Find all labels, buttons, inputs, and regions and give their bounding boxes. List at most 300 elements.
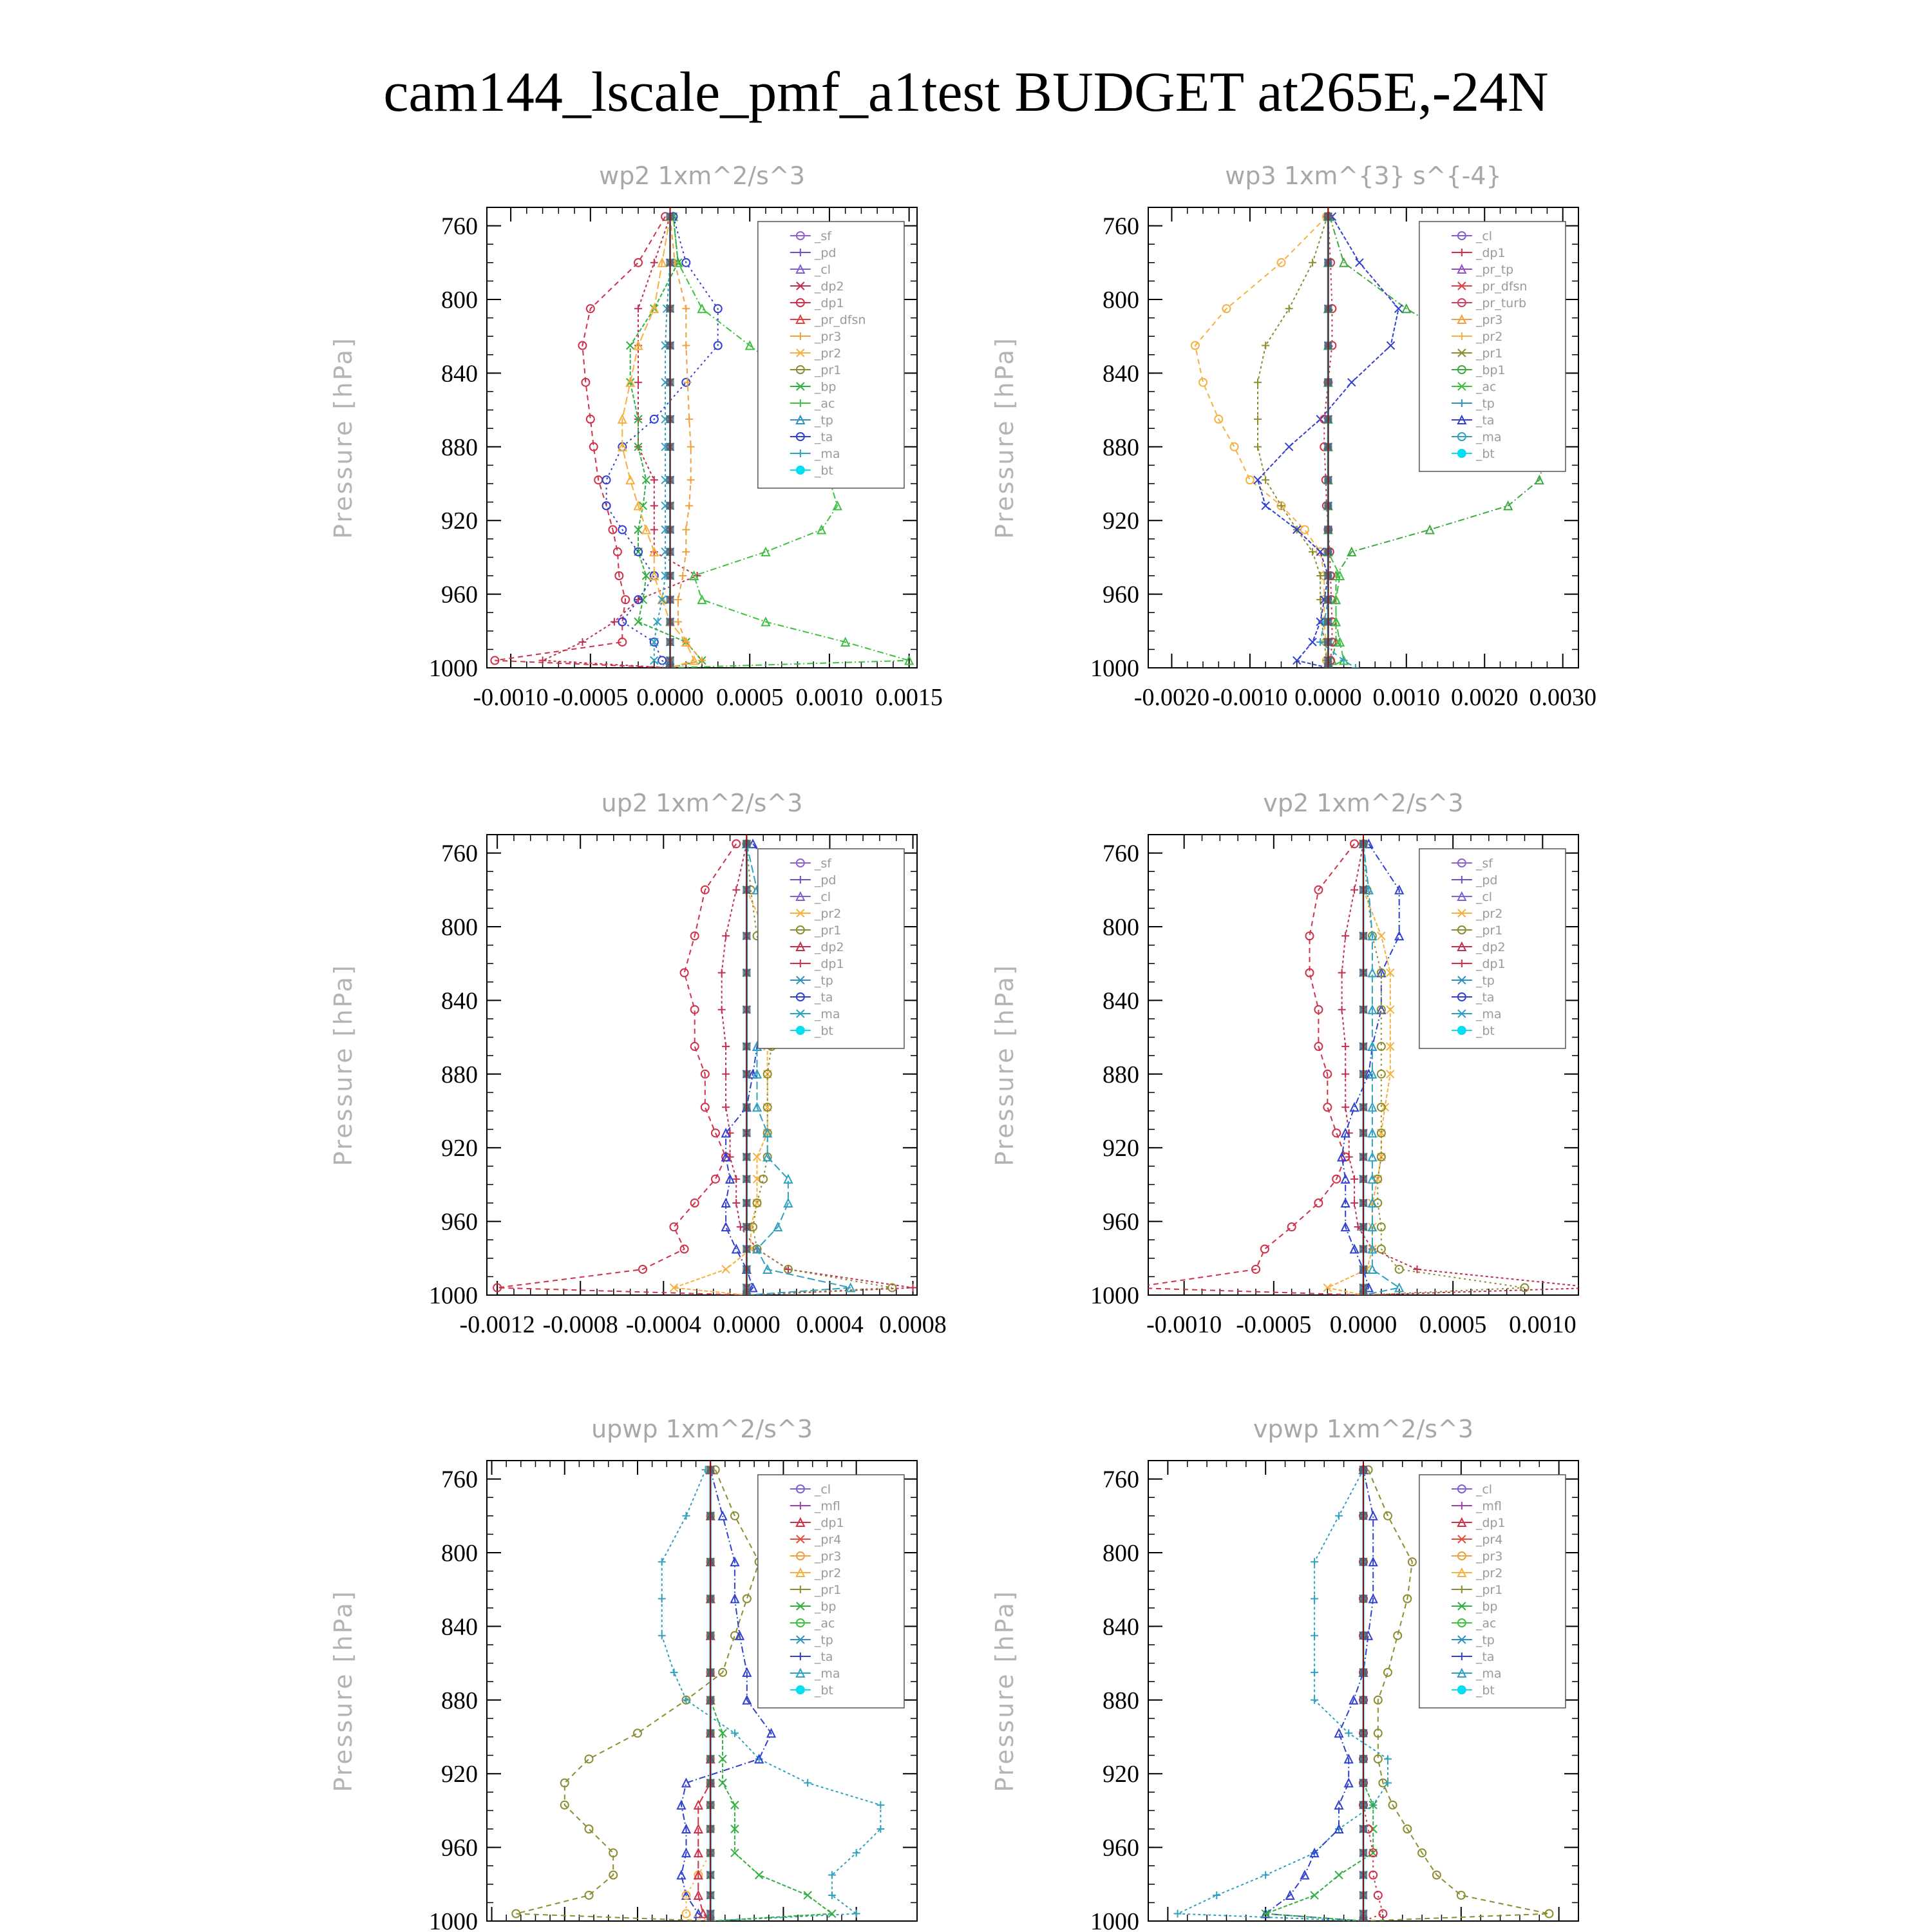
series-line_dp1 xyxy=(1130,844,1363,1295)
y-tick-label: 960 xyxy=(1103,1208,1139,1236)
data-point xyxy=(1356,259,1363,267)
y-tick-label: 880 xyxy=(441,1687,478,1714)
data-point xyxy=(1309,548,1316,556)
data-point xyxy=(1350,1175,1358,1183)
data-point xyxy=(682,342,690,350)
data-point xyxy=(1384,1755,1392,1763)
y-tick-label: 960 xyxy=(1103,1834,1139,1862)
data-point xyxy=(1316,596,1324,603)
data-point xyxy=(722,932,730,940)
data-point xyxy=(1309,638,1316,646)
series-line_pr2 xyxy=(1195,216,1328,668)
y-tick-label: 800 xyxy=(441,914,478,941)
legend-label: _cl xyxy=(814,1482,831,1497)
legend-label: _pr3 xyxy=(814,1549,842,1564)
data-point xyxy=(682,526,690,534)
data-point xyxy=(1378,932,1385,940)
series-line_dp1 xyxy=(497,844,746,1295)
y-tick-label: 880 xyxy=(1103,1687,1139,1714)
data-point xyxy=(674,596,682,603)
data-point xyxy=(1314,1199,1322,1207)
legend-label: _pr2 xyxy=(1475,1566,1503,1580)
x-tick-label: 0.0000 xyxy=(1329,1311,1397,1338)
y-tick-label: 800 xyxy=(1103,287,1139,314)
legend xyxy=(1419,849,1566,1048)
legend-label: _pr1 xyxy=(814,1583,842,1597)
data-point xyxy=(585,1755,593,1763)
data-point xyxy=(627,342,634,350)
data-point xyxy=(1323,1103,1331,1111)
panel-title: up2 1xm^2/s^3 xyxy=(601,789,803,817)
data-point xyxy=(1262,476,1269,484)
data-point xyxy=(1335,1729,1343,1737)
y-tick-label: 960 xyxy=(441,581,478,609)
x-tick-label: -0.0010 xyxy=(1212,684,1288,711)
data-point xyxy=(1213,1891,1220,1899)
legend-label: _ta xyxy=(814,1650,833,1664)
x-tick-label: 0.0030 xyxy=(1529,684,1596,711)
x-tick-label: -0.0010 xyxy=(473,684,549,711)
data-point xyxy=(722,1043,730,1050)
legend-label: _dp2 xyxy=(1475,940,1506,954)
data-point xyxy=(1341,1103,1349,1111)
data-point xyxy=(1335,1871,1343,1879)
data-point xyxy=(1311,1632,1318,1640)
legend-label: _cl xyxy=(1475,229,1493,243)
data-point xyxy=(1348,379,1356,386)
legend-label: _ma xyxy=(1475,1667,1502,1681)
legend-label: _mfl xyxy=(1475,1499,1502,1513)
series-line_ta xyxy=(1265,1470,1373,1921)
data-point xyxy=(634,259,642,267)
data-point xyxy=(1352,664,1359,672)
y-tick-label: 840 xyxy=(441,360,478,388)
x-tick-label: 0.0000 xyxy=(713,1311,781,1338)
legend-label: _pr_dfsn xyxy=(1475,279,1528,294)
legend-label: _pr1 xyxy=(1475,1583,1503,1597)
data-point xyxy=(1396,932,1403,940)
legend-label: _ma xyxy=(814,447,840,461)
legend-label: _cl xyxy=(1475,1482,1493,1497)
legend-label: _dp1 xyxy=(814,957,844,971)
legend-label: _pr2 xyxy=(814,346,842,361)
data-point xyxy=(1288,1223,1296,1231)
legend-marker xyxy=(796,1026,805,1035)
data-point xyxy=(634,305,642,312)
y-tick-label: 880 xyxy=(441,433,478,461)
data-point xyxy=(762,548,770,556)
y-tick-label: 1000 xyxy=(1090,655,1139,682)
legend-label: _ma xyxy=(1475,1007,1502,1021)
legend-marker xyxy=(796,1685,805,1694)
data-point xyxy=(1384,1669,1392,1676)
data-point xyxy=(1254,443,1262,451)
x-tick-label: 0.0010 xyxy=(1509,1311,1577,1338)
legend-label: _sf xyxy=(814,229,831,243)
data-point xyxy=(1262,502,1269,509)
data-point xyxy=(682,1512,690,1520)
data-point xyxy=(627,476,634,484)
data-point xyxy=(634,1729,641,1737)
legend-label: _ma xyxy=(814,1007,840,1021)
data-point xyxy=(719,1779,726,1787)
legend-label: _pr_turb xyxy=(1475,296,1527,310)
legend-label: _pr1 xyxy=(814,923,842,938)
chart-panel xyxy=(329,162,943,711)
data-point xyxy=(682,1910,690,1918)
data-point xyxy=(679,572,687,580)
series-line_pr1 xyxy=(516,1470,759,1921)
data-point xyxy=(691,1043,699,1050)
legend-marker xyxy=(1457,1685,1466,1694)
y-tick-label: 920 xyxy=(1103,1135,1139,1162)
data-point xyxy=(658,1595,666,1603)
x-tick-label: -0.0020 xyxy=(1133,684,1210,711)
panel-title: wp3 1xm^{3} s^{-4} xyxy=(1225,162,1502,190)
data-point xyxy=(650,259,658,267)
series-line_ma xyxy=(1178,1470,1388,1921)
data-point xyxy=(1341,1070,1349,1078)
data-point xyxy=(674,618,682,626)
y-axis-label: Pressure [hPa] xyxy=(990,336,1019,539)
legend-label: _dp1 xyxy=(1475,246,1506,260)
y-tick-label: 880 xyxy=(1103,433,1139,461)
data-point xyxy=(682,305,690,312)
panel-title: wp2 1xm^2/s^3 xyxy=(599,162,805,190)
legend-label: _ta xyxy=(1475,990,1495,1005)
x-tick-label: 0.0004 xyxy=(796,1311,864,1338)
legend-label: _bp xyxy=(1475,1600,1498,1614)
legend-label: _pr2 xyxy=(1475,330,1503,344)
data-point xyxy=(1311,1595,1318,1603)
data-point xyxy=(1285,443,1293,451)
data-point xyxy=(731,1729,739,1737)
y-tick-label: 920 xyxy=(441,507,478,535)
data-point xyxy=(1387,1006,1394,1014)
data-point xyxy=(1311,1558,1318,1566)
data-point xyxy=(712,1175,719,1183)
x-tick-label: -0.0008 xyxy=(542,1311,618,1338)
legend-label: _pr2 xyxy=(1475,907,1503,921)
y-axis-label: Pressure [hPa] xyxy=(329,1589,357,1792)
series-line_pr2 xyxy=(622,216,694,668)
legend-label: _pr1 xyxy=(1475,923,1503,938)
legend-label: _pr2 xyxy=(814,907,842,921)
data-point xyxy=(1316,572,1324,580)
panel-title: upwp 1xm^2/s^3 xyxy=(591,1415,813,1443)
x-tick-label: 0.0005 xyxy=(1419,1311,1487,1338)
legend-label: _pd xyxy=(814,873,837,887)
legend xyxy=(758,849,904,1048)
x-tick-label: 0.0010 xyxy=(795,684,864,711)
y-tick-label: 880 xyxy=(441,1061,478,1088)
panel-title: vp2 1xm^2/s^3 xyxy=(1263,789,1464,817)
x-tick-label: 0.0020 xyxy=(1451,684,1519,711)
data-point xyxy=(804,1779,811,1787)
y-tick-label: 1000 xyxy=(1090,1908,1139,1932)
legend-label: _pr2 xyxy=(814,1566,842,1580)
legend-label: _pd xyxy=(1475,873,1498,887)
y-tick-label: 920 xyxy=(1103,507,1139,535)
legend-label: _pr1 xyxy=(1475,346,1503,361)
panel-title: vpwp 1xm^2/s^3 xyxy=(1253,1415,1474,1443)
y-tick-label: 920 xyxy=(1103,1761,1139,1788)
y-tick-label: 1000 xyxy=(429,1282,478,1309)
data-point xyxy=(1350,1103,1358,1111)
series-line_bp xyxy=(1265,1470,1373,1921)
data-point xyxy=(719,1755,726,1763)
data-point xyxy=(634,379,642,386)
data-point xyxy=(1311,1669,1318,1676)
x-tick-label: 0.0010 xyxy=(1372,684,1441,711)
data-point xyxy=(1350,886,1358,894)
data-point xyxy=(1593,1284,1600,1292)
data-point xyxy=(670,1223,677,1231)
legend-label: _bt xyxy=(814,1683,833,1698)
legend-label: _bt xyxy=(1475,447,1495,461)
data-point xyxy=(1174,1910,1182,1918)
x-tick-label: -0.0005 xyxy=(1236,1311,1312,1338)
y-axis-label: Pressure [hPa] xyxy=(990,963,1019,1166)
data-point xyxy=(682,548,690,556)
data-point xyxy=(718,1006,726,1014)
legend-label: _ac xyxy=(814,1616,835,1631)
data-point xyxy=(1285,305,1293,312)
data-point xyxy=(1301,526,1309,534)
data-point xyxy=(1341,1043,1349,1050)
legend-label: _pr3 xyxy=(1475,313,1503,327)
x-tick-label: -0.0004 xyxy=(625,1311,701,1338)
data-point xyxy=(1345,1779,1352,1787)
legend-label: _bt xyxy=(1475,1024,1495,1038)
data-point xyxy=(701,1103,709,1111)
legend-label: _bp xyxy=(814,1600,837,1614)
legend-label: _dp1 xyxy=(1475,957,1506,971)
data-point xyxy=(1231,443,1238,451)
data-point xyxy=(1261,1245,1269,1253)
legend-label: _bt xyxy=(1475,1683,1495,1698)
legend xyxy=(758,222,904,488)
y-tick-label: 1000 xyxy=(1090,1282,1139,1309)
legend-label: _dp1 xyxy=(814,296,844,310)
legend-label: _dp1 xyxy=(1475,1516,1506,1530)
y-tick-label: 1000 xyxy=(429,1908,478,1932)
x-tick-label: 0.0005 xyxy=(715,684,784,711)
y-tick-label: 760 xyxy=(441,213,478,240)
y-tick-label: 760 xyxy=(1103,1466,1139,1493)
legend-label: _tp xyxy=(1475,1633,1495,1647)
data-point xyxy=(658,1632,666,1640)
data-point xyxy=(685,415,693,423)
chart-panel xyxy=(990,162,1596,711)
legend-label: _ta xyxy=(814,990,833,1005)
data-point xyxy=(1345,1729,1352,1737)
data-point xyxy=(1309,259,1316,267)
data-point xyxy=(1262,342,1269,350)
data-point xyxy=(1378,1070,1385,1078)
data-point xyxy=(650,502,658,509)
legend-label: _sf xyxy=(1475,857,1493,871)
chart-panel xyxy=(990,789,1600,1338)
y-tick-label: 1000 xyxy=(429,655,478,682)
data-point xyxy=(1311,1891,1318,1899)
data-point xyxy=(685,502,693,509)
y-tick-label: 960 xyxy=(1103,581,1139,609)
series-line_dp2 xyxy=(543,216,697,668)
legend-label: _pr3 xyxy=(814,330,842,344)
y-tick-label: 760 xyxy=(441,840,478,867)
legend-label: _pr1 xyxy=(814,363,842,377)
y-tick-label: 920 xyxy=(441,1135,478,1162)
x-tick-label: -0.0010 xyxy=(1146,1311,1222,1338)
panels xyxy=(329,162,1600,1932)
legend-label: _mfl xyxy=(814,1499,840,1513)
y-tick-label: 960 xyxy=(441,1834,478,1862)
legend-label: _tp xyxy=(814,413,833,428)
x-tick-label: -0.0005 xyxy=(553,684,629,711)
y-tick-label: 800 xyxy=(441,287,478,314)
data-point xyxy=(1338,1006,1346,1014)
figure-title: cam144_lscale_pmf_a1test BUDGET at265E,-24N xyxy=(383,61,1549,124)
legend-label: _pd xyxy=(814,246,837,260)
data-point xyxy=(1262,1871,1269,1879)
x-tick-label: -0.0012 xyxy=(459,1311,535,1338)
legend-label: _ta xyxy=(1475,413,1495,428)
y-axis-label: Pressure [hPa] xyxy=(329,336,357,539)
y-tick-label: 840 xyxy=(441,987,478,1015)
data-point xyxy=(732,1199,740,1207)
y-axis-label: Pressure [hPa] xyxy=(329,963,357,1166)
y-tick-label: 840 xyxy=(1103,987,1139,1015)
legend-label: _pr_dfsn xyxy=(814,313,866,327)
legend-label: _cl xyxy=(1475,890,1493,904)
data-point xyxy=(909,1284,917,1292)
data-point xyxy=(698,596,706,603)
legend xyxy=(1419,222,1566,471)
y-tick-label: 760 xyxy=(1103,213,1139,240)
legend-label: _tp xyxy=(814,1633,833,1647)
data-point xyxy=(804,1891,811,1899)
data-point xyxy=(585,1825,593,1833)
legend-label: _bp1 xyxy=(1475,363,1506,377)
legend-marker xyxy=(1457,1026,1466,1035)
data-point xyxy=(650,526,658,534)
data-point xyxy=(718,969,726,977)
legend-label: _ta xyxy=(814,430,833,444)
y-tick-label: 760 xyxy=(441,1466,478,1493)
data-point xyxy=(578,638,586,646)
data-point xyxy=(755,1871,763,1879)
data-point xyxy=(722,1223,730,1231)
legend-marker xyxy=(796,466,805,475)
data-point xyxy=(1369,1512,1377,1520)
data-point xyxy=(687,476,695,484)
data-point xyxy=(719,1512,726,1520)
legend-label: _ac xyxy=(814,397,835,411)
y-tick-label: 880 xyxy=(1103,1061,1139,1088)
chart-panel xyxy=(329,1415,917,1932)
data-point xyxy=(1254,415,1262,423)
y-tick-label: 800 xyxy=(1103,914,1139,941)
data-point xyxy=(670,1669,678,1676)
legend-label: _ma xyxy=(1475,430,1502,444)
data-point xyxy=(1374,1891,1382,1899)
chart-panel xyxy=(990,1415,1598,1932)
y-tick-label: 960 xyxy=(441,1208,478,1236)
legend-label: _dp2 xyxy=(814,279,844,294)
data-point xyxy=(1350,1199,1358,1207)
y-tick-label: 760 xyxy=(1103,840,1139,867)
y-tick-label: 800 xyxy=(441,1540,478,1567)
y-axis-label: Pressure [hPa] xyxy=(990,1589,1019,1792)
y-tick-label: 840 xyxy=(441,1613,478,1641)
legend-label: _pr4 xyxy=(1475,1533,1503,1547)
x-tick-label: 0.0015 xyxy=(875,684,943,711)
data-point xyxy=(1332,1129,1340,1137)
y-tick-label: 800 xyxy=(1103,1540,1139,1567)
legend-label: _dp2 xyxy=(814,940,844,954)
data-point xyxy=(1338,969,1346,977)
data-point xyxy=(732,886,740,894)
data-point xyxy=(1341,932,1349,940)
y-tick-label: 840 xyxy=(1103,1613,1139,1641)
chart-panel xyxy=(329,789,947,1338)
data-point xyxy=(1254,379,1262,386)
legend-label: _tp xyxy=(1475,397,1495,411)
legend-label: _bt xyxy=(814,1024,833,1038)
data-point xyxy=(585,1891,593,1899)
x-tick-label: 0.0000 xyxy=(636,684,704,711)
legend xyxy=(758,1475,904,1708)
data-point xyxy=(732,840,740,848)
data-point xyxy=(1335,1512,1343,1520)
legend-label: _ta xyxy=(1475,1650,1495,1664)
data-point xyxy=(1254,476,1262,484)
data-point xyxy=(722,1070,730,1078)
legend xyxy=(1419,1475,1566,1708)
data-point xyxy=(1311,1696,1318,1704)
legend-label: _tp xyxy=(814,974,833,988)
legend-marker xyxy=(1457,449,1466,458)
data-point xyxy=(681,969,688,977)
legend-label: _ac xyxy=(1475,1616,1497,1631)
x-tick-label: 0.0000 xyxy=(1294,684,1362,711)
data-point xyxy=(650,476,658,484)
data-point xyxy=(876,1801,884,1809)
data-point xyxy=(853,1910,860,1918)
legend-label: _ac xyxy=(1475,380,1497,394)
data-point xyxy=(698,305,706,312)
legend-label: _pr4 xyxy=(814,1533,842,1547)
legend-label: _cl xyxy=(814,890,831,904)
data-point xyxy=(1387,342,1395,350)
y-tick-label: 840 xyxy=(1103,360,1139,388)
data-point xyxy=(684,379,692,386)
legend-label: _bp xyxy=(814,380,837,394)
data-point xyxy=(722,1103,730,1111)
legend-label: _tp xyxy=(1475,974,1495,988)
x-tick-label: 0.0008 xyxy=(879,1311,947,1338)
data-point xyxy=(1426,526,1434,534)
data-point xyxy=(539,657,547,665)
data-point xyxy=(1394,1632,1401,1640)
legend-label: _pr3 xyxy=(1475,1549,1503,1564)
legend-label: _sf xyxy=(814,857,831,871)
data-point xyxy=(722,1265,730,1273)
data-point xyxy=(687,443,695,451)
legend-label: _ma xyxy=(814,1667,840,1681)
y-tick-label: 920 xyxy=(441,1761,478,1788)
